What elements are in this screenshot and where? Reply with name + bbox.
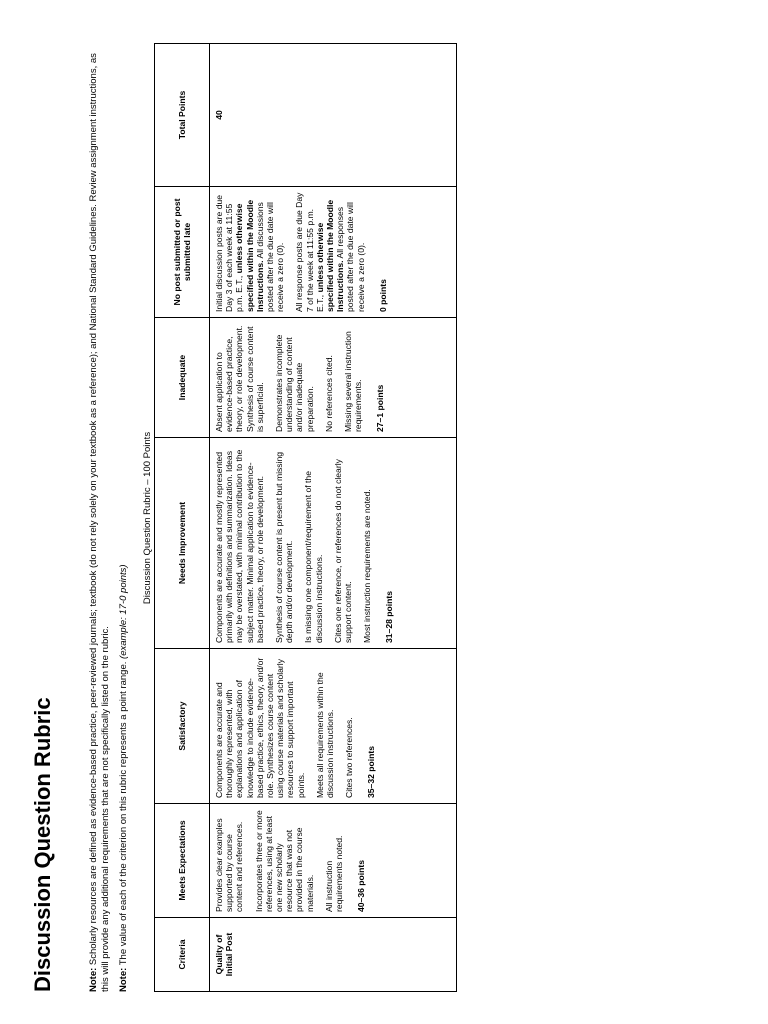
satisfactory-cell	[210, 649, 457, 804]
header-criteria: Criteria	[155, 918, 210, 992]
cell-paragraph: Incorporates three or more references, using at least one new scholarly resource that was not provided in the course materials.	[253, 810, 315, 912]
note-label: Note:	[88, 967, 99, 992]
text-run-bold: unless otherwise specified within the Moodle Instructions.	[314, 199, 346, 312]
cell-paragraph	[214, 192, 285, 312]
points-label: 27–1 points	[375, 384, 386, 432]
table-header-row	[155, 44, 210, 992]
points-label: 35–32 points	[366, 745, 377, 798]
note-text: Scholarly resources are defined as evidence-based practice, peer-reviewed journals; textbook (do not rely solely on your textbook as a reference); and National Standard Guidelines. Review assignment instructions, as this will provide any additional requirements that are not specifically listed on the rubric.	[88, 53, 111, 992]
cell-paragraph: Meets all requirements within the discussion instructions.	[314, 672, 336, 798]
cell-paragraph: All instruction requirements noted.	[323, 835, 345, 912]
cell-paragraph: Is missing one component/requirement of the discussion instructions.	[303, 471, 324, 643]
scholarly-resources-note	[88, 42, 112, 992]
criteria-cell: Quality of Initial Post	[210, 918, 457, 992]
text-run: All response posts are due Day 7 of the week at 11:55 p.m. E.T.,	[294, 192, 325, 312]
cell-paragraph: Absent application to evidence-based practice, theory, or role development. Synthesis of course content is superficial.	[214, 325, 265, 432]
needs-improvement-cell	[210, 438, 457, 649]
late-cell	[210, 187, 457, 318]
cell-paragraph: Components are accurate and thoroughly represented, with explanations and application of knowledge to include evidence- based practice, ethics, theory, and/or role. Synthesizes course content using course materials and scholarly resources to support important points.	[214, 657, 306, 798]
header-late: No post submitted or post submitted late	[155, 187, 210, 318]
points-label: 31–28 points	[384, 590, 395, 643]
cell-paragraph: Synthesis of course content is present but missing depth and/or development.	[274, 451, 295, 643]
point-range-note	[118, 42, 130, 992]
cell-paragraph: Cites two references.	[344, 717, 355, 798]
points-label: 40–36 points	[356, 859, 367, 912]
note-text: The value of each of the criterion on this rubric represents a point range.	[118, 658, 129, 968]
table-caption: Discussion Question Rubric – 100 Points	[142, 431, 153, 605]
cell-paragraph: Missing several instruction requirements.	[343, 331, 364, 432]
cell-paragraph: Components are accurate and mostly represented primarily with definitions and summarization. Ideas may be overstated, with minimal contribution to the subject matter. Minimal application to evidence-based practice, theory, or role development.	[214, 449, 265, 643]
meets-expectations-cell	[210, 804, 457, 918]
cell-paragraph: Provides clear examples supported by course content and references.	[214, 818, 245, 912]
inadequate-cell	[210, 318, 457, 438]
document-title: Discussion Question Rubric	[30, 697, 55, 992]
points-label: 0 points	[377, 279, 388, 312]
note-label: Note:	[118, 967, 129, 992]
total-points-cell: 40	[210, 44, 457, 187]
header-total-points: Total Points	[155, 44, 210, 187]
rubric-table	[154, 43, 457, 992]
text-run: All responses posted after the due date will receive a zero (0).	[335, 202, 366, 312]
cell-paragraph	[294, 192, 365, 312]
cell-paragraph: Cites one reference, or references do not clearly support content.	[332, 459, 354, 643]
header-inadequate: Inadequate	[155, 318, 210, 438]
cell-paragraph: Most instruction requirements are noted.	[362, 489, 373, 643]
header-satisfactory: Satisfactory	[155, 649, 210, 804]
cell-paragraph: Demonstrates incomplete understanding of content and/or inadequate preparation.	[274, 334, 315, 432]
header-meets-expectations: Meets Expectations	[155, 804, 210, 918]
text-run-bold: unless otherwise specified within the Moodle Instructions.	[234, 199, 265, 312]
text-run: All discussions posted after the due date will receive a zero (0).	[254, 202, 286, 312]
cell-paragraph: No references cited.	[323, 355, 334, 432]
text-run: Initial discussion posts are due Day 3 of each week at 11:55 p.m. E.T.,	[214, 194, 245, 312]
note-example: (example: 17-0 points)	[118, 564, 129, 659]
header-needs-improvement: Needs Improvement	[155, 438, 210, 649]
table-row	[210, 44, 457, 992]
